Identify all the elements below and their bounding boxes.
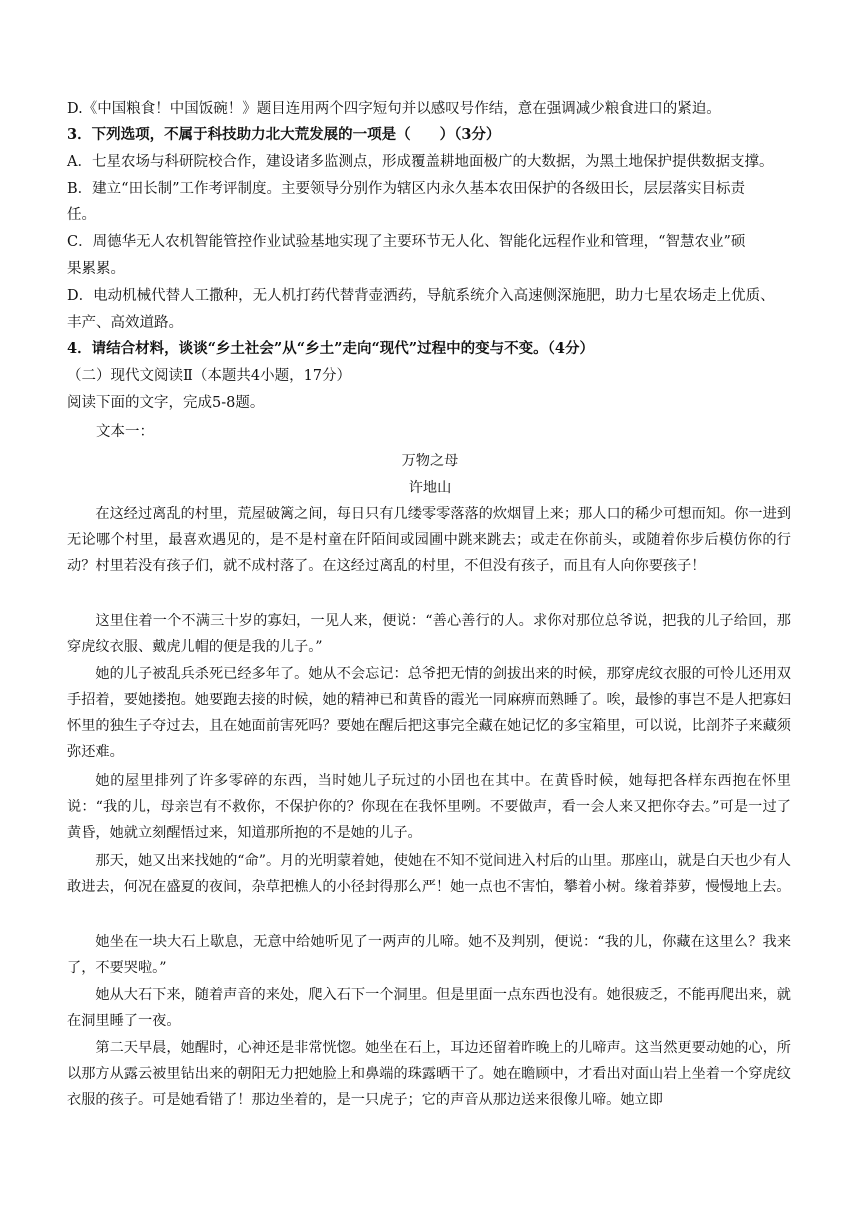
article-title: 万物之母 <box>401 453 459 469</box>
section-heading: （二）现代文阅读Ⅱ（本题共4小题，17分） <box>67 368 352 384</box>
option-d-q3: D．电动机械代替人工撒种，无人机打药代替背壶洒药，导航系统介入高速侧深施肥，助力七星农场走上优质、 <box>67 288 775 304</box>
reading-instruction: 阅读下面的文字，完成5-8题。 <box>67 395 265 411</box>
article-paragraph: 她从大石下来，随着声音的来处，爬入石下一个洞里。但是里面一点东西也没有。她很疲乏，不能再爬出来，就在洞里睡了一夜。 <box>67 987 791 1029</box>
option-d-q2: D.《中国粮食！中国饭碗！》题目连用两个四字短句并以感叹号作结，意在强调减少粮食进口的紧迫。 <box>67 101 721 117</box>
article-author: 许地山 <box>408 480 452 496</box>
option-b-q3-cont: 任。 <box>67 207 96 223</box>
article-paragraph: 第二天早晨，她醒时，心神还是非常恍惚。她坐在石上，耳边还留着昨晚上的儿啼声。这当然更要动她的心，所以那方从露云被里钻出来的朝阳无力把她脸上和鼻端的珠露晒干了。她在瞻顾中，才看出对面山岩上坐着一个穿虎纹衣服的孩子。可是她看错了！那边坐着的，是一只虎子；它的声音从那边送来很像儿啼。她立即 <box>67 1040 791 1108</box>
option-c-q3-cont: 果累累。 <box>67 261 125 277</box>
question-3: 3．下列选项，不属于科技助力北大荒发展的一项是（ ）（3分） <box>67 126 501 143</box>
text-one-label: 文本一： <box>67 424 154 440</box>
article-paragraph: 在这经过离乱的村里，荒屋破篱之间，每日只有几缕零零落落的炊烟冒上来；那人口的稀少可想而知。你一进到无论哪个村里，最喜欢遇见的，是不是村童在阡陌间或园圃中跳来跳去；或走在你前头，或随着你步后模仿你的行动？村里若没有孩子们，就不成村落了。在这经过离乱的村里，不但没有孩子，而且有人向你要孩子！ <box>67 506 791 574</box>
article-paragraph: 那天，她又出来找她的“命”。月的光明蒙着她，使她在不知不觉间进入村后的山里。那座山，就是白天也少有人敢进去，何况在盛夏的夜间，杂草把樵人的小径封得那么严！她一点也不害怕，攀着小树。缘着莽萝，慢慢地上去。 <box>67 853 791 895</box>
option-b-q3: B．建立“田长制”工作考评制度。主要领导分别作为辖区内永久基本农田保护的各级田长，层层落实目标责 <box>67 181 745 197</box>
option-c-q3: C．周德华无人农机智能管控作业试验基地实现了主要环节无人化、智能化远程作业和管理，“智慧农业”硕 <box>67 234 746 250</box>
question-4: 4．请结合材料，谈谈“乡土社会”从“乡土”走向“现代”过程中的变与不变。（4分） <box>67 340 594 357</box>
article-paragraph: 她的儿子被乱兵杀死已经多年了。她从不会忘记：总爷把无情的剑拔出来的时候，那穿虎纹衣服的可怜儿还用双手招着，要她搂抱。她要跑去接的时候，她的精神已和黄昏的霞光一同麻痹而熟睡了。唉，最惨的事岂不是人把寡妇怀里的独生子夺过去，且在她面前害死吗？要她在醒后把这事完全藏在她记忆的多宝箱里，可以说，比剖芥子来藏须弥还难。 <box>67 666 791 760</box>
option-a-q3: A．七星农场与科研院校合作，建设诸多监测点，形成覆盖耕地面极广的大数据，为黑土地保护提供数据支撑。 <box>67 154 774 170</box>
article-paragraph: 这里住着一个不满三十岁的寡妇，一见人来，便说：“善心善行的人。求你对那位总爷说，把我的儿子给回，那穿虎纹衣服、戴虎儿帽的便是我的儿子。” <box>67 613 791 655</box>
article-paragraph: 她坐在一块大石上歇息，无意中给她听见了一两声的儿啼。她不及判别，便说：“我的儿，你藏在这里么？我来了，不要哭啦。” <box>67 934 791 976</box>
article-paragraph: 她的屋里排列了许多零碎的东西，当时她儿子玩过的小囝也在其中。在黄昏时候，她每把各样东西抱在怀里说：“我的儿，母亲岂有不救你，不保护你的？你现在在我怀里咧。不要做声，看一会人来又把你夺去。”可是一过了黄昏，她就立刻醒悟过来，知道那所抱的不是她的儿子。 <box>67 773 791 841</box>
option-d-q3-cont: 丰产、高效道路。 <box>67 315 183 331</box>
